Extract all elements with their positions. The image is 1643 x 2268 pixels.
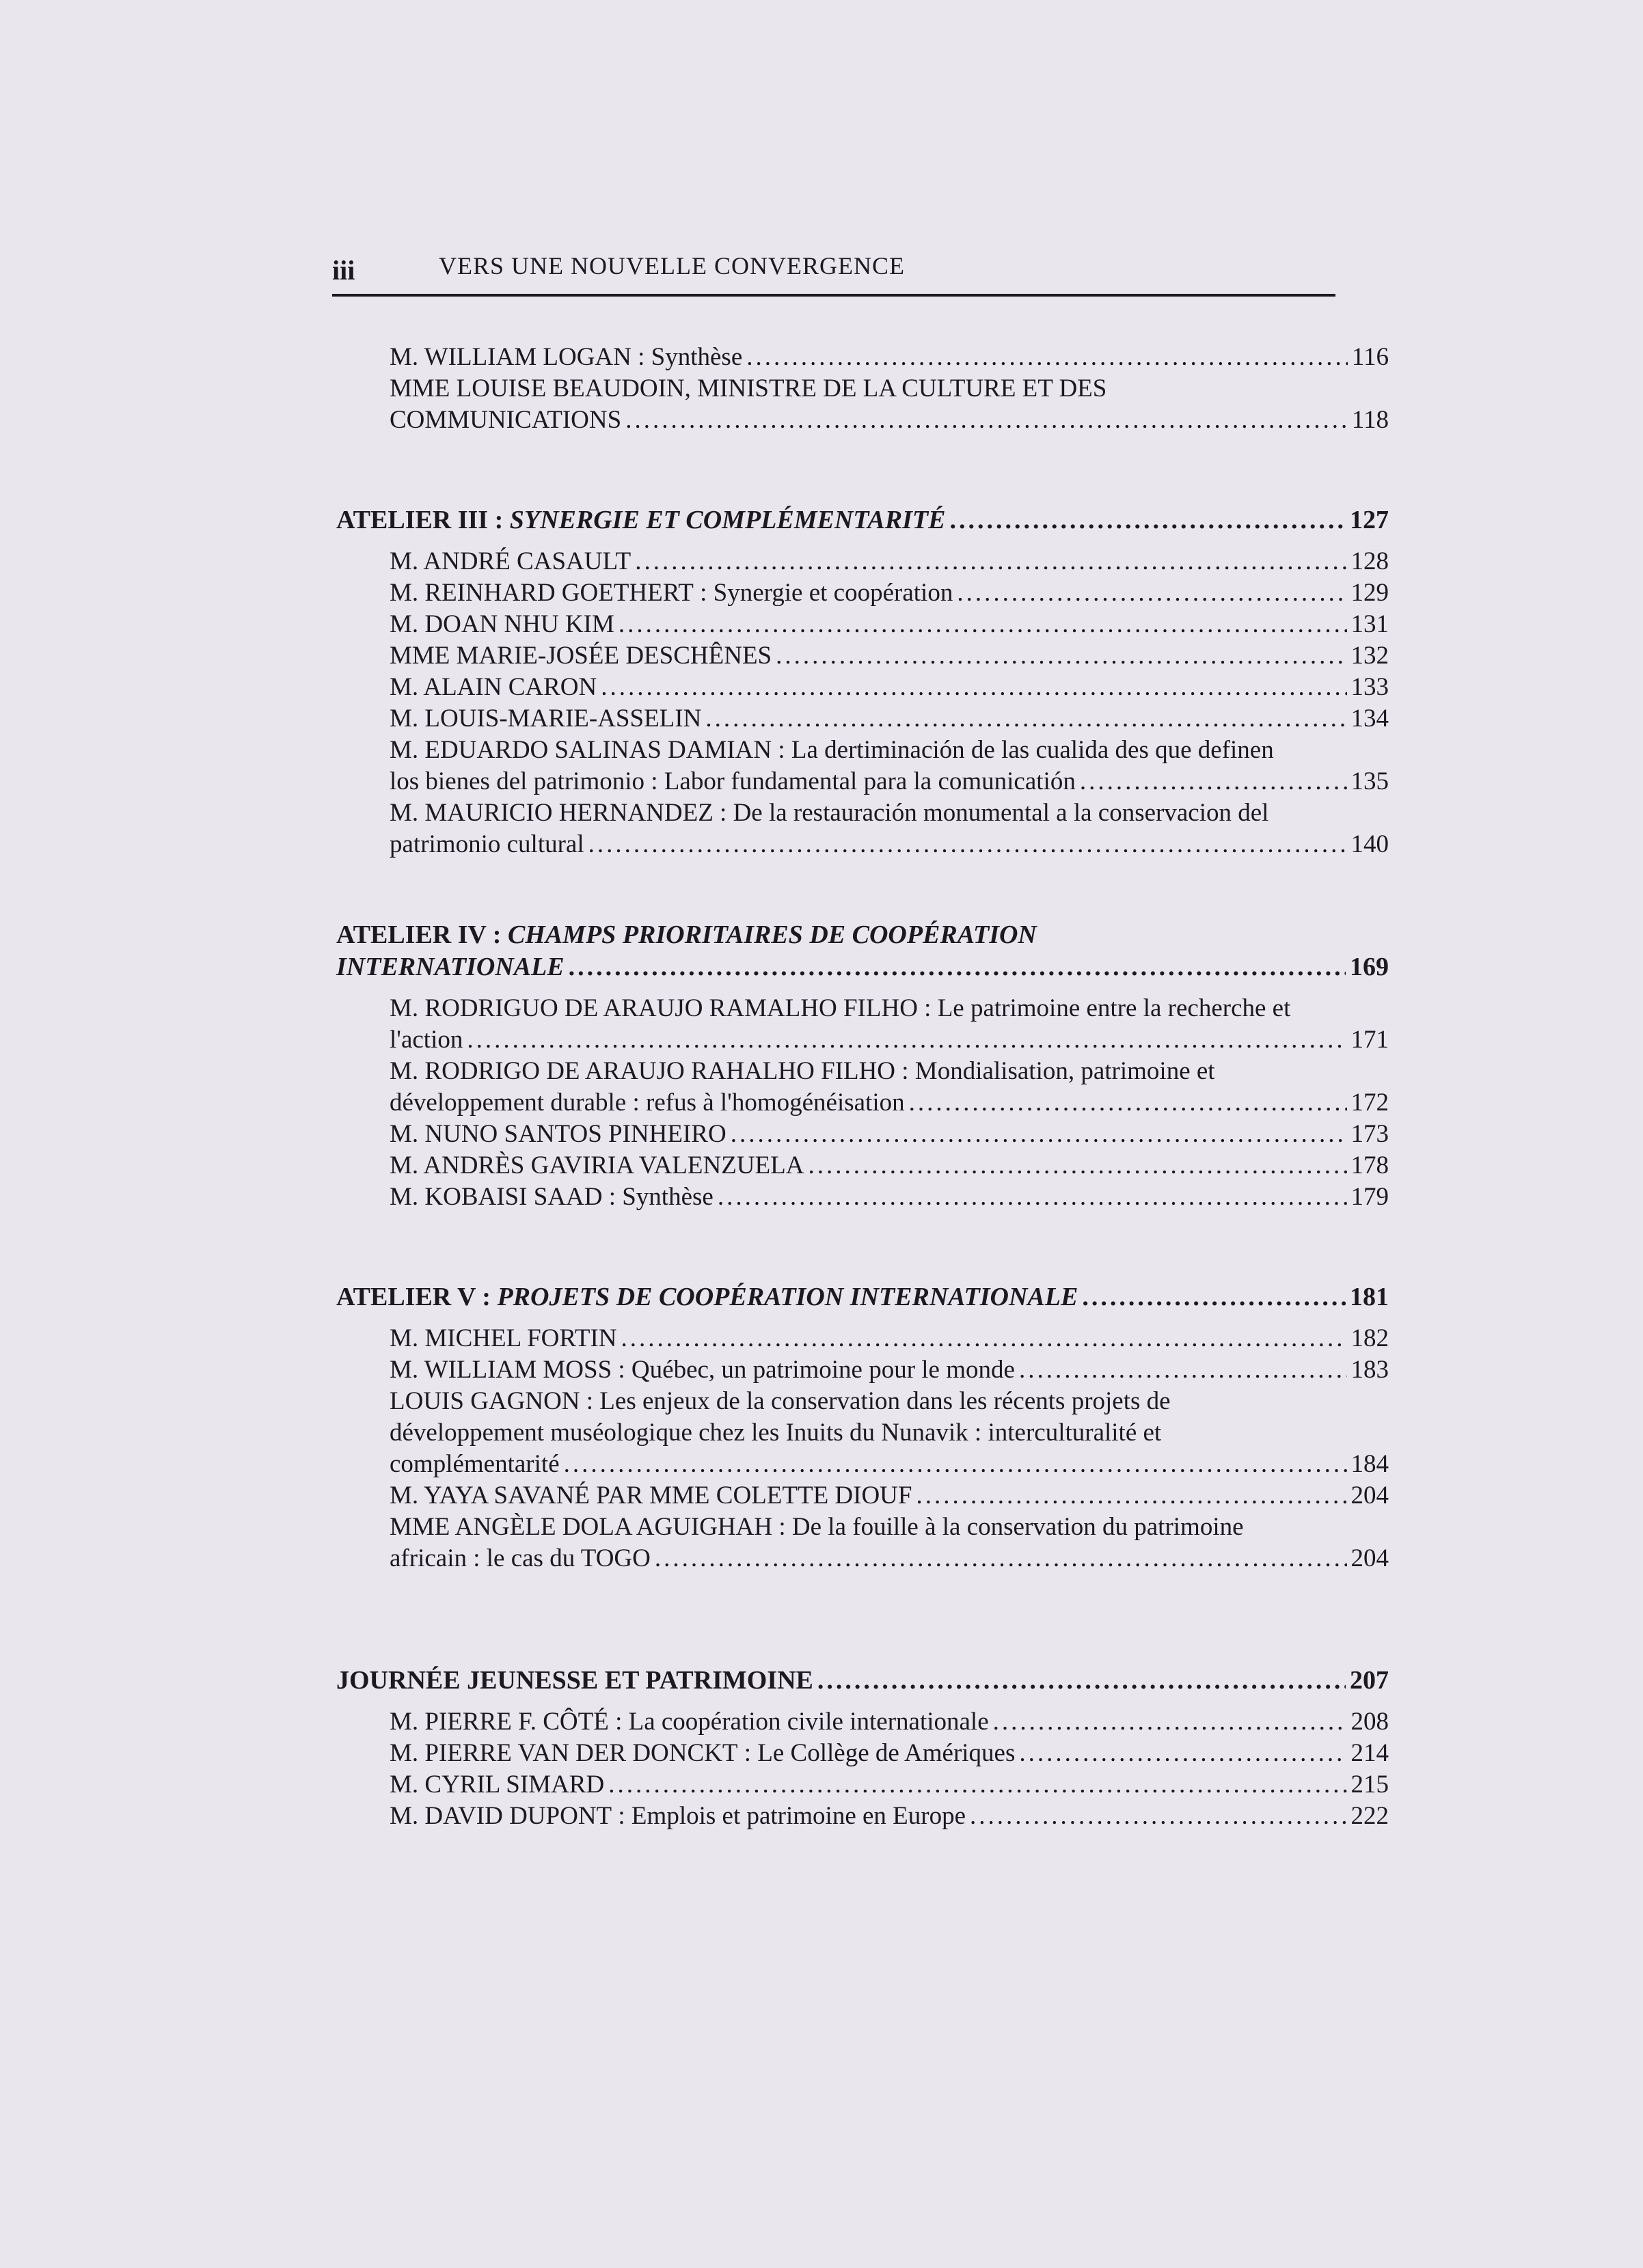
- leader-dots: [808, 1150, 1346, 1181]
- entry-title-continued: l'action: [390, 1026, 463, 1054]
- entry-author: MME LOUISE BEAUDOIN, MINISTRE DE LA CULTURE ET DES: [390, 374, 1107, 402]
- toc-entry[interactable]: [390, 993, 1389, 1056]
- leader-dots: [619, 609, 1347, 640]
- leader-dots: [588, 829, 1347, 860]
- section-label: ATELIER IV :: [336, 920, 508, 949]
- entry-author: LOUIS GAGNON: [390, 1387, 580, 1415]
- entry-author: M. PIERRE VAN DER DONCKT: [390, 1739, 738, 1767]
- leader-dots: [625, 405, 1348, 436]
- leader-dots: [993, 1706, 1347, 1738]
- toc-entry[interactable]: [390, 640, 1389, 672]
- entry-page-number: 133: [1350, 673, 1389, 701]
- leader-dots: [817, 1665, 1346, 1697]
- leader-dots: [621, 1323, 1347, 1354]
- toc-entry[interactable]: [390, 797, 1389, 860]
- entry-title: : La dertiminación de las cualida des que definen: [772, 736, 1274, 764]
- entry-title: : Québec, un patrimoine pour le monde: [612, 1356, 1015, 1384]
- entry-title: : De la fouille à la conservation du patrimoine: [772, 1513, 1244, 1541]
- leader-dots: [909, 1087, 1347, 1119]
- entry-page-number: 222: [1350, 1802, 1389, 1830]
- running-title: VERS UNE NOUVELLE CONVERGENCE: [439, 252, 905, 279]
- page-number: iii: [332, 255, 355, 286]
- leader-dots: [569, 951, 1346, 983]
- entry-page-number: 118: [1351, 406, 1389, 434]
- section-heading[interactable]: [336, 919, 1389, 951]
- entry-author: M. NUNO SANTOS PINHEIRO: [390, 1120, 727, 1148]
- toc-entry[interactable]: [390, 1512, 1389, 1574]
- toc-entry[interactable]: [390, 703, 1389, 735]
- entry-author: M. LOUIS-MARIE-ASSELIN: [390, 705, 702, 733]
- entry-author: M. CYRIL SIMARD: [390, 1771, 605, 1799]
- entry-page-number: 173: [1350, 1120, 1389, 1148]
- section-journee-jeunesse: [336, 1665, 1389, 1832]
- toc-entry[interactable]: [390, 1769, 1389, 1801]
- entry-author: MME MARIE-JOSÉE DESCHÊNES: [390, 642, 772, 670]
- leader-dots: [916, 1480, 1346, 1512]
- entry-page-number: 172: [1350, 1089, 1389, 1117]
- leader-dots: [467, 1024, 1346, 1056]
- leader-dots: [564, 1449, 1347, 1480]
- entry-title: : Les enjeux de la conservation dans les récents projets de: [580, 1387, 1171, 1415]
- entry-title-continued: développement muséologique chez les Inuits du Nunavik : interculturalité et: [390, 1419, 1162, 1447]
- section-atelier-iv: [336, 919, 1389, 1213]
- entry-page-number: 204: [1350, 1481, 1389, 1509]
- leader-dots: [970, 1801, 1346, 1832]
- section-label: ATELIER III :: [336, 506, 510, 534]
- entry-author: M. EDUARDO SALINAS DAMIAN: [390, 736, 772, 764]
- entry-page-number: 131: [1350, 610, 1389, 638]
- table-of-contents: [336, 342, 1389, 1832]
- entry-author-continued: COMMUNICATIONS: [390, 406, 622, 434]
- section-heading-continued[interactable]: [336, 951, 1389, 983]
- entry-title: : Emplois et patrimoine en Europe: [612, 1802, 966, 1830]
- toc-entry[interactable]: [390, 1056, 1389, 1119]
- entry-page-number: 171: [1350, 1026, 1389, 1054]
- entry-author: M. WILLIAM MOSS: [390, 1356, 612, 1384]
- toc-entry[interactable]: [390, 1738, 1389, 1769]
- entry-page-number: 140: [1350, 830, 1389, 858]
- leader-dots: [776, 640, 1346, 672]
- toc-entry[interactable]: [390, 1150, 1389, 1181]
- leader-dots: [1082, 1281, 1346, 1313]
- entry-title: : La coopération civile internationale: [608, 1708, 989, 1736]
- entry-author: M. RODRIGO DE ARAUJO RAHALHO FILHO: [390, 1057, 896, 1085]
- toc-entry[interactable]: [390, 1354, 1389, 1386]
- entry-page-number: 178: [1350, 1151, 1389, 1179]
- section-heading[interactable]: [336, 504, 1389, 536]
- entry-author: M. KOBAISI SAAD: [390, 1183, 603, 1211]
- entry-title: : Synergie et coopération: [693, 579, 953, 607]
- entry-page-number: 204: [1350, 1544, 1389, 1572]
- toc-entry[interactable]: [390, 577, 1389, 609]
- leader-dots: [608, 1769, 1346, 1801]
- section-heading[interactable]: [336, 1281, 1389, 1313]
- section-page-number: 127: [1350, 506, 1389, 534]
- entry-title: : Le patrimoine entre la recherche et: [917, 994, 1291, 1022]
- toc-entry[interactable]: [390, 1801, 1389, 1832]
- toc-entry[interactable]: [390, 672, 1389, 703]
- entry-title: : Le Collège de Amériques: [737, 1739, 1016, 1767]
- toc-entry[interactable]: [390, 735, 1389, 797]
- toc-entry[interactable]: [390, 1323, 1389, 1354]
- entry-author: M. ANDRÈS GAVIRIA VALENZUELA: [390, 1151, 804, 1179]
- leader-dots: [718, 1181, 1347, 1213]
- leader-dots: [1080, 766, 1347, 797]
- leader-dots: [731, 1119, 1347, 1150]
- entry-page-number: 208: [1350, 1708, 1389, 1736]
- section-label: ATELIER V :: [336, 1283, 498, 1311]
- leader-dots: [949, 504, 1346, 536]
- section-page-number: 181: [1350, 1283, 1389, 1311]
- section-atelier-v: [336, 1281, 1389, 1574]
- leader-dots: [1019, 1738, 1346, 1769]
- section-atelier-iii: [336, 504, 1389, 860]
- entry-author: M. DOAN NHU KIM: [390, 610, 614, 638]
- entry-author: M. ANDRÉ CASAULT: [390, 547, 632, 575]
- section-title: JOURNÉE JEUNESSE ET PATRIMOINE: [336, 1666, 813, 1695]
- entry-author: M. WILLIAM LOGAN: [390, 343, 632, 371]
- leader-dots: [655, 1543, 1347, 1574]
- toc-entry[interactable]: [390, 1706, 1389, 1738]
- toc-entry[interactable]: [390, 342, 1389, 373]
- entry-author: M. REINHARD GOETHERT: [390, 579, 694, 607]
- section-page-number: 207: [1350, 1666, 1389, 1695]
- leader-dots: [957, 577, 1346, 609]
- section-heading[interactable]: [336, 1665, 1389, 1697]
- entry-author: M. DAVID DUPONT: [390, 1802, 612, 1830]
- entry-page-number: 128: [1350, 547, 1389, 575]
- toc-entry[interactable]: [390, 373, 1389, 436]
- entry-author: MME ANGÈLE DOLA AGUIGHAH: [390, 1513, 773, 1541]
- leader-dots: [635, 546, 1346, 577]
- toc-entry[interactable]: [390, 1181, 1389, 1213]
- toc-entry[interactable]: [390, 1386, 1389, 1480]
- section-title: PROJETS DE COOPÉRATION INTERNATIONALE: [497, 1283, 1078, 1311]
- entry-page-number: 214: [1350, 1739, 1389, 1767]
- entry-title: : Synthèse: [602, 1183, 714, 1211]
- toc-entry[interactable]: [390, 546, 1389, 577]
- section-title-continued: INTERNATIONALE: [336, 953, 565, 981]
- entry-page-number: 135: [1350, 767, 1389, 795]
- entry-title-continued: développement durable : refus à l'homogénéisation: [390, 1089, 905, 1117]
- page-header: [332, 245, 1335, 297]
- entry-page-number: 215: [1350, 1771, 1389, 1799]
- entry-author: M. YAYA SAVANÉ PAR MME COLETTE DIOUF: [390, 1481, 912, 1509]
- toc-entry[interactable]: [390, 609, 1389, 640]
- entry-author: M. RODRIGUO DE ARAUJO RAMALHO FILHO: [390, 994, 918, 1022]
- entry-page-number: 132: [1350, 642, 1389, 670]
- entry-title: : Synthèse: [631, 343, 743, 371]
- entry-title: : De la restauración monumental a la conservacion del: [713, 799, 1269, 827]
- leader-dots: [705, 703, 1346, 735]
- entry-title-continued: complémentarité: [390, 1450, 560, 1478]
- leader-dots: [1019, 1354, 1347, 1386]
- entry-author: M. MAURICIO HERNANDEZ: [390, 799, 714, 827]
- entry-page-number: 129: [1350, 579, 1389, 607]
- entry-author: M. ALAIN CARON: [390, 673, 597, 701]
- section-title: CHAMPS PRIORITAIRES DE COOPÉRATION: [507, 920, 1037, 949]
- entry-page-number: 134: [1350, 705, 1389, 733]
- entry-title-continued: los bienes del patrimonio : Labor fundamental para la comunicatión: [390, 767, 1076, 795]
- section-title: SYNERGIE ET COMPLÉMENTARITÉ: [509, 506, 946, 534]
- entry-page-number: 184: [1350, 1450, 1389, 1478]
- entry-page-number: 179: [1350, 1183, 1389, 1211]
- entry-page-number: 116: [1351, 343, 1389, 371]
- entry-page-number: 183: [1350, 1356, 1389, 1384]
- entry-title: : Mondialisation, patrimoine et: [895, 1057, 1215, 1085]
- toc-entry[interactable]: [390, 1119, 1389, 1150]
- entry-title-continued: patrimonio cultural: [390, 830, 584, 858]
- entry-page-number: 182: [1350, 1324, 1389, 1352]
- leader-dots: [746, 342, 1348, 373]
- section-page-number: 169: [1350, 953, 1389, 981]
- entry-title-continued: africain : le cas du TOGO: [390, 1544, 651, 1572]
- toc-entry[interactable]: [390, 1480, 1389, 1512]
- entry-author: M. PIERRE F. CÔTÉ: [390, 1708, 609, 1736]
- entry-author: M. MICHEL FORTIN: [390, 1324, 617, 1352]
- leader-dots: [601, 672, 1346, 703]
